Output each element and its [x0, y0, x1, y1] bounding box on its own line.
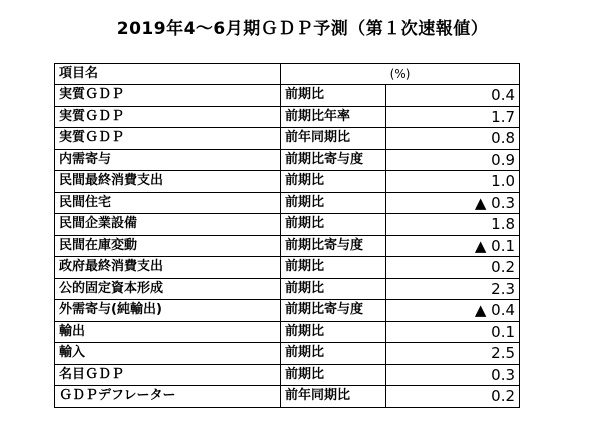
row-basis: 前期比 — [281, 171, 386, 193]
row-value: 0.9 — [386, 149, 520, 171]
row-basis: 前期比 — [281, 278, 386, 300]
table-row — [55, 300, 520, 322]
row-basis: 前期比 — [281, 321, 386, 343]
row-item-name: 実質ＧＤＰ — [55, 85, 281, 107]
row-value: 0.3 — [386, 364, 520, 386]
row-value: 1.8 — [386, 214, 520, 236]
row-basis: 前年同期比 — [281, 386, 386, 408]
row-basis: 前期比 — [281, 85, 386, 107]
page-title: 2019年4～6月期ＧＤＰ予測（第１次速報値） — [116, 19, 489, 39]
table-row — [55, 128, 520, 150]
row-item-name: 輸入 — [55, 343, 281, 365]
row-value: ▲ 0.3 — [386, 192, 520, 214]
row-item-name: 名目ＧＤＰ — [55, 364, 281, 386]
row-basis: 前期比 — [281, 343, 386, 365]
row-item-name: 公的固定資本形成 — [55, 278, 281, 300]
row-basis: 前期比年率 — [281, 106, 386, 128]
row-item-name: 輸出 — [55, 321, 281, 343]
row-value: 0.1 — [386, 321, 520, 343]
row-basis: 前期比寄与度 — [281, 149, 386, 171]
table-row — [55, 343, 520, 365]
row-item-name: 民間在庫変動 — [55, 235, 281, 257]
table-row — [55, 106, 520, 128]
gdp-forecast-table — [54, 63, 520, 408]
table-row — [55, 364, 520, 386]
row-item-name: 実質ＧＤＰ — [55, 106, 281, 128]
row-value: 2.5 — [386, 343, 520, 365]
table-row — [55, 171, 520, 193]
row-basis: 前期比 — [281, 364, 386, 386]
row-basis: 前期比 — [281, 192, 386, 214]
row-basis: 前期比寄与度 — [281, 235, 386, 257]
table-row — [55, 149, 520, 171]
row-basis: 前年同期比 — [281, 128, 386, 150]
row-item-name: 外需寄与(純輸出) — [55, 300, 281, 322]
row-item-name: 民間最終消費支出 — [55, 171, 281, 193]
table-row — [55, 321, 520, 343]
table-row — [55, 235, 520, 257]
table-row — [55, 214, 520, 236]
table-row — [55, 85, 520, 107]
row-value: ▲ 0.4 — [386, 300, 520, 322]
header-item-name: 項目名 — [55, 64, 281, 85]
row-value: 0.8 — [386, 128, 520, 150]
table-header-row — [55, 64, 520, 85]
row-basis: 前期比 — [281, 257, 386, 279]
row-value: ▲ 0.1 — [386, 235, 520, 257]
row-value: 0.4 — [386, 85, 520, 107]
row-item-name: 政府最終消費支出 — [55, 257, 281, 279]
row-item-name: 民間企業設備 — [55, 214, 281, 236]
row-value: 1.7 — [386, 106, 520, 128]
table-row — [55, 192, 520, 214]
row-item-name: 内需寄与 — [55, 149, 281, 171]
row-value: 0.2 — [386, 386, 520, 408]
row-item-name: 民間住宅 — [55, 192, 281, 214]
row-value: 2.3 — [386, 278, 520, 300]
row-value: 1.0 — [386, 171, 520, 193]
row-basis: 前期比寄与度 — [281, 300, 386, 322]
row-basis: 前期比 — [281, 214, 386, 236]
row-value: 0.2 — [386, 257, 520, 279]
header-unit: (%) — [281, 64, 520, 85]
row-item-name: 実質ＧＤＰ — [55, 128, 281, 150]
table-row — [55, 278, 520, 300]
table-row — [55, 386, 520, 408]
row-item-name: ＧＤＰデフレーター — [55, 386, 281, 408]
table-row — [55, 257, 520, 279]
